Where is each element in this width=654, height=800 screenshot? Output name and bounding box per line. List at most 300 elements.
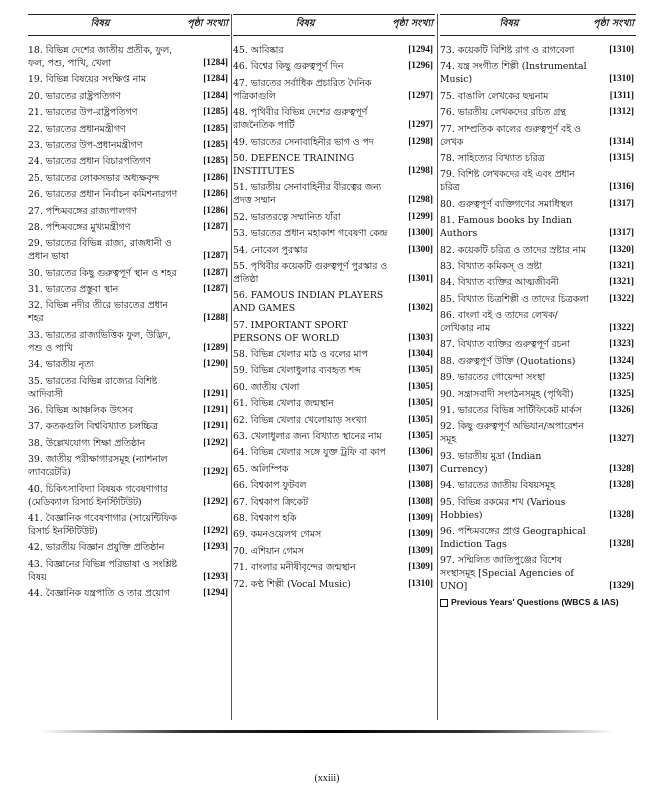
- entry-page: [1308]: [408, 480, 433, 491]
- entry-number: 56.: [233, 290, 248, 302]
- entry-title: জাতীয় খেলা: [250, 381, 300, 393]
- entry-number: 69.: [233, 529, 248, 541]
- entry-title: বিভিন্ন রকমের শখ (Various Hobbies): [440, 496, 566, 521]
- entry-title: ভারতের সেনাবাহিনীর ভাগ ও পদ: [250, 136, 374, 148]
- toc-entry: [440, 276, 636, 289]
- entry-number: 50.: [233, 152, 248, 164]
- entry-title: আবিষ্কার: [250, 45, 284, 56]
- entry-number: 46.: [233, 61, 248, 73]
- entry-title: FAMOUS INDIAN PLAYERS AND GAMES: [233, 290, 384, 315]
- toc-entry: [233, 364, 435, 377]
- entry-number: 58.: [233, 349, 248, 361]
- entry-number: 54.: [233, 244, 248, 256]
- entry-title: বিভিন্ন আঞ্চলিক উৎসব: [45, 405, 133, 417]
- entry-title: বিশ্বকাপ ফুটবল: [250, 480, 307, 492]
- entry-page: [1297]: [408, 120, 433, 131]
- entry-title: ভারতের রাষ্ট্রপতিগণ: [45, 90, 121, 102]
- entry-number: 43.: [28, 558, 43, 570]
- entry-title: বিখ্যাত কমিকস্ ও স্রষ্টা: [457, 260, 542, 272]
- entry-number: 19.: [28, 74, 43, 86]
- toc-entry: [28, 123, 230, 136]
- toc-entry: [233, 227, 435, 240]
- entry-page: [1292]: [203, 437, 228, 448]
- entry-title: ভারতের রাজ্যভিত্তিক ফুল, উদ্ভিদ, পশু ও পাখি: [28, 329, 171, 354]
- toc-entry: [440, 123, 636, 149]
- toc-entry: [233, 528, 435, 541]
- entry-number: 61.: [233, 398, 248, 410]
- entry-title: ভারতের উপ-প্রধানমন্ত্রীগণ: [45, 139, 143, 151]
- entry-page: [1312]: [609, 107, 634, 118]
- toc-entry: [28, 512, 230, 538]
- toc-list: [233, 36, 435, 591]
- entry-title: বৈজ্ঞানিক যন্ত্রপাতি ও তার প্রয়োগ: [45, 588, 170, 600]
- entry-number: 52.: [233, 211, 248, 223]
- entry-page: [1284]: [203, 58, 228, 68]
- page-header: পৃষ্ঠা সংখ্যা: [593, 18, 634, 29]
- entry-number: 87.: [440, 339, 455, 351]
- toc-entry: [28, 221, 230, 234]
- entry-page: [1328]: [609, 509, 634, 520]
- toc-entry: [233, 106, 435, 132]
- entry-page: [1311]: [609, 90, 634, 101]
- toc-entry: [28, 375, 230, 401]
- toc-entry: [440, 420, 636, 446]
- entry-title: বিশিষ্ট লেখকদের বই এবং প্রধান চরিত্র: [440, 169, 575, 194]
- column-divider: [437, 14, 438, 720]
- toc-column-2: [233, 14, 435, 720]
- entry-number: 60.: [233, 381, 248, 393]
- entry-title: ভারতের প্রধান বিচারপতিগণ: [45, 156, 151, 168]
- column-header: [28, 14, 230, 36]
- toc-entry: [28, 558, 230, 584]
- entry-number: 49.: [233, 136, 248, 148]
- page-number: (xxiii): [314, 773, 340, 784]
- entry-number: 47.: [233, 77, 248, 89]
- entry-number: 68.: [233, 512, 248, 524]
- entry-page: [1297]: [408, 90, 433, 101]
- entry-page: [1290]: [203, 359, 228, 370]
- entry-page: [1287]: [203, 284, 228, 295]
- entry-page: [1285]: [203, 123, 228, 134]
- entry-title: কয়েকটি বিশিষ্ট রাগ ও রাগবেলা: [457, 45, 575, 56]
- entry-title: বিজ্ঞানের বিভিন্ন পরিভাষা ও সংশ্লিষ্ট বিষয়: [28, 558, 177, 583]
- entry-page: [1324]: [609, 355, 634, 366]
- entry-page: [1298]: [408, 165, 433, 176]
- entry-title: DEFENCE TRAINING INSTITUTES: [233, 152, 355, 177]
- entry-page: [1292]: [203, 467, 228, 478]
- entry-page: [1304]: [408, 349, 433, 360]
- entry-title: বিভিন্ন খেলার খেলোয়াড় সংখ্যা: [250, 414, 367, 426]
- toc-entry: [233, 446, 435, 459]
- entry-title: খেলাধুলার জন্য বিখ্যাত স্থানের নাম: [250, 431, 382, 443]
- entry-number: 51.: [233, 182, 248, 194]
- entry-page: [1310]: [609, 45, 634, 55]
- entry-number: 86.: [440, 310, 455, 322]
- toc-entry: [233, 60, 435, 73]
- toc-entry: [28, 404, 230, 417]
- entry-title: কতকগুলি বিশ্ববিখ্যাত চলচ্চিত্র: [45, 421, 158, 433]
- entry-number: 80.: [440, 198, 455, 210]
- entry-title: ভারতের বিভিন্ন রাজ্যের বিশিষ্ট আদিবাসী: [28, 375, 158, 400]
- entry-title: বিভিন্ন খেলার সঙ্গে যুক্ত ট্রফি বা কাপ: [250, 447, 386, 459]
- entry-title: ভারতের গোয়েন্দা সংস্থা: [457, 372, 546, 384]
- entry-title: IMPORTANT SPORT PERSONS OF WORLD: [233, 319, 348, 344]
- entry-title: ভারতের লোকসভার অধ্যক্ষবৃন্দ: [45, 172, 160, 184]
- entry-page: [1284]: [203, 90, 228, 101]
- entry-page: [1299]: [408, 211, 433, 222]
- toc-entry: [28, 205, 230, 218]
- entry-title: বিশ্বকাপ হকি: [250, 512, 297, 524]
- toc-entry: [440, 244, 636, 257]
- entry-page: [1323]: [609, 339, 634, 350]
- toc-entry: [233, 430, 435, 443]
- entry-page: [1322]: [609, 293, 634, 304]
- toc-entry: [440, 106, 636, 119]
- previous-years-questions: [440, 597, 636, 607]
- toc-entry: [28, 237, 230, 263]
- entry-number: 41.: [28, 512, 43, 524]
- entry-number: 88.: [440, 355, 455, 367]
- entry-page: [1309]: [408, 545, 433, 556]
- toc-entry: [440, 479, 636, 492]
- toc-entry: [233, 136, 435, 149]
- entry-page: [1305]: [408, 365, 433, 376]
- entry-number: 81.: [440, 215, 455, 227]
- toc-entry: [440, 293, 636, 306]
- toc-entry: [28, 44, 230, 70]
- entry-number: 65.: [233, 463, 248, 475]
- entry-title: জাতীয় পরীক্ষাগারসমূহ (ন্যাশনাল ল্যাবরেটরি): [28, 454, 168, 479]
- entry-title: উল্লেখযোগ্য শিক্ষা প্রতিষ্ঠান: [45, 437, 146, 449]
- entry-page: [1309]: [408, 512, 433, 523]
- entry-number: 79.: [440, 169, 455, 181]
- entry-number: 31.: [28, 284, 43, 296]
- toc-entry: [233, 77, 435, 103]
- entry-page: [1305]: [408, 414, 433, 425]
- toc-entry: [440, 90, 636, 103]
- entry-number: 96.: [440, 525, 455, 537]
- entry-page: [1293]: [203, 542, 228, 553]
- entry-page: [1329]: [609, 581, 634, 592]
- entry-title: কমনওয়েলথ গেমস: [250, 529, 322, 541]
- entry-title: ভারতীয় মুদ্রা (Indian Currency): [440, 450, 542, 475]
- toc-entry: [28, 329, 230, 355]
- entry-number: 70.: [233, 545, 248, 557]
- entry-page: [1310]: [609, 74, 634, 85]
- toc-entry: [440, 309, 636, 335]
- entry-title: বিভিন্ন বিষয়ের সংক্ষিপ্ত নাম: [45, 74, 147, 86]
- entry-number: 22.: [28, 123, 43, 135]
- entry-number: 75.: [440, 90, 455, 102]
- entry-page: [1317]: [609, 198, 634, 209]
- entry-page: [1286]: [203, 205, 228, 216]
- toc-entry: [440, 404, 636, 417]
- entry-title: ভারতীয় লেখকদের রচিত গ্রন্থ: [457, 107, 566, 119]
- entry-page: [1302]: [408, 303, 433, 314]
- entry-title: ভারতীয় সেনাবাহিনীর বীরত্বের জন্য প্রদত্ত সম্মান: [233, 182, 382, 207]
- toc-entry: [440, 355, 636, 368]
- entry-title: ভারতের প্রধান মহাকাশ গবেষণা কেন্দ্র: [250, 228, 388, 240]
- pyq-label: Previous Years' Questions (WBCS & IAS): [451, 597, 619, 608]
- entry-page: [1326]: [609, 405, 634, 416]
- entry-number: 28.: [28, 221, 43, 233]
- entry-number: 78.: [440, 152, 455, 164]
- entry-number: 85.: [440, 293, 455, 305]
- entry-title: বিখ্যাত ব্যক্তির গুরুত্বপূর্ণ রচনা: [457, 339, 570, 351]
- toc-entry: [28, 437, 230, 450]
- entry-page: [1328]: [609, 480, 634, 491]
- entry-title: ভারতের বিভিন্ন রাজ্য, রাজধানী ও প্রধান ভাষা: [28, 238, 172, 263]
- entry-number: 92.: [440, 421, 455, 433]
- toc-entry: [233, 348, 435, 361]
- entry-number: 82.: [440, 244, 455, 256]
- entry-page: [1285]: [203, 139, 228, 150]
- entry-title: গুরুত্বপূর্ণ উক্তি (Quotations): [457, 355, 576, 367]
- toc-entry: [28, 483, 230, 509]
- toc-list: [28, 36, 230, 600]
- entry-page: [1287]: [203, 221, 228, 232]
- entry-page: [1285]: [203, 107, 228, 118]
- entry-title: পৃথিবীর বিভিন্ন দেশের গুরুত্বপূর্ণ রাজনৈতিক পার্টি: [233, 107, 368, 132]
- entry-page: [1294]: [408, 45, 433, 55]
- toc-entry: [28, 267, 230, 280]
- toc-entry: [233, 260, 435, 286]
- entry-title: ভারতরত্নে সম্মানিত যাঁরা: [250, 211, 341, 223]
- entry-title: ভারতের জাতীয় বিষয়সমূহ: [457, 480, 555, 492]
- toc-entry: [440, 44, 636, 57]
- entry-page: [1307]: [408, 463, 433, 474]
- entry-page: [1315]: [609, 152, 634, 163]
- entry-number: 37.: [28, 421, 43, 433]
- entry-number: 44.: [28, 588, 43, 600]
- toc-entry: [440, 60, 636, 86]
- toc-entry: [28, 299, 230, 325]
- toc-entry: [28, 358, 230, 371]
- entry-number: 27.: [28, 205, 43, 217]
- entry-number: 45.: [233, 45, 248, 56]
- entry-page: [1292]: [203, 525, 228, 536]
- toc-entry: [28, 453, 230, 479]
- toc-entry: [233, 289, 435, 315]
- entry-title: বিভিন্ন নদীর তীরে ভারতের প্রধান শহর: [28, 300, 168, 325]
- toc-entry: [233, 44, 435, 57]
- entry-number: 23.: [28, 139, 43, 151]
- toc-entry: [440, 152, 636, 165]
- entry-number: 48.: [233, 107, 248, 119]
- toc-entry: [28, 106, 230, 119]
- toc-entry: [233, 578, 435, 591]
- entry-title: বিশ্বের কিছু গুরুত্বপূর্ণ দিন: [250, 61, 344, 73]
- entry-number: 29.: [28, 238, 43, 250]
- entry-number: 64.: [233, 447, 248, 459]
- toc-entry: [233, 211, 435, 224]
- toc-entry: [28, 155, 230, 168]
- entry-page: [1287]: [203, 251, 228, 262]
- toc-entry: [28, 188, 230, 201]
- entry-number: 73.: [440, 45, 455, 56]
- entry-title: বিশ্বকাপ ক্রিকেট: [250, 496, 309, 508]
- entry-title: ভারতের উপ-রাষ্ট্রপতিগণ: [45, 107, 138, 119]
- entry-page: [1298]: [408, 136, 433, 147]
- entry-number: 55.: [233, 260, 248, 272]
- entry-number: 39.: [28, 454, 43, 466]
- entry-title: পশ্চিমবঙ্গের প্রাপ্ত Geographical Indiction Tags: [440, 525, 586, 550]
- entry-page: [1294]: [203, 588, 228, 599]
- entry-title: সাম্প্রতিক কালের গুরুত্বপূর্ণ বই ও লেখক: [440, 123, 581, 148]
- entry-title: ভারতের বিভিন্ন সার্টিফিকেট মার্কস: [457, 405, 582, 417]
- toc-entry: [233, 152, 435, 178]
- column-header: [233, 14, 435, 36]
- entry-page: [1328]: [609, 538, 634, 549]
- entry-page: [1286]: [203, 189, 228, 200]
- entry-title: বিভিন্ন দেশের জাতীয় প্রতীক, ফুল, ফল, পশু, পাখি, খেলা: [28, 45, 173, 69]
- entry-number: 18.: [28, 45, 43, 56]
- toc-entry: [233, 512, 435, 525]
- entry-page: [1327]: [609, 434, 634, 445]
- entry-title: কয়েকটি চরিত্র ও তাদের স্রষ্টার নাম: [457, 244, 587, 256]
- toc-entry: [440, 496, 636, 522]
- entry-number: 71.: [233, 562, 248, 574]
- entry-number: 76.: [440, 107, 455, 119]
- entry-title: সম্মিলিত জাতিপুঞ্জের বিশেষ সংস্থাসমূহ [Special Agencies of UNO]: [440, 555, 574, 593]
- entry-number: 20.: [28, 90, 43, 102]
- toc-column-3: [440, 14, 636, 720]
- entry-number: 25.: [28, 172, 43, 184]
- entry-page: [1328]: [609, 463, 634, 474]
- entry-title: চিকিৎসাবিদ্যা বিষয়ক গবেষণাগার (মেডিক্যাল রিসার্চ ইনস্টিটিউট): [28, 483, 168, 508]
- entry-number: 74.: [440, 61, 455, 73]
- toc-entry: [233, 496, 435, 509]
- entry-page: [1300]: [408, 228, 433, 239]
- entry-page: [1310]: [408, 578, 433, 589]
- toc-entry: [28, 541, 230, 554]
- entry-number: 90.: [440, 388, 455, 400]
- entry-title: ভারতের প্রস্তুবা স্থান: [45, 284, 119, 296]
- entry-page: [1325]: [609, 388, 634, 399]
- entry-page: [1292]: [203, 496, 228, 507]
- entry-number: 59.: [233, 365, 248, 377]
- entry-page: [1305]: [408, 381, 433, 392]
- toc-entry: [440, 338, 636, 351]
- entry-number: 57.: [233, 319, 248, 331]
- entry-number: 77.: [440, 123, 455, 135]
- entry-page: [1288]: [203, 313, 228, 324]
- entry-number: 42.: [28, 542, 43, 554]
- toc-entry: [233, 244, 435, 257]
- entry-page: [1316]: [609, 182, 634, 193]
- toc-entry: [440, 260, 636, 273]
- toc-entry: [440, 198, 636, 211]
- entry-title: বিখ্যাত চিত্রশিল্পী ও তাদের চিত্রকলা: [457, 293, 589, 305]
- toc-entry: [233, 561, 435, 574]
- entry-number: 35.: [28, 375, 43, 387]
- entry-page: [1305]: [408, 398, 433, 409]
- entry-title: বাংলার মনীষীবৃন্দের জন্মস্থান: [250, 562, 356, 574]
- entry-number: 26.: [28, 189, 43, 201]
- toc-entry: [233, 181, 435, 207]
- entry-number: 83.: [440, 260, 455, 272]
- entry-number: 53.: [233, 228, 248, 240]
- entry-page: [1284]: [203, 74, 228, 85]
- entry-page: [1298]: [408, 195, 433, 206]
- entry-number: 40.: [28, 483, 43, 495]
- entry-number: 95.: [440, 496, 455, 508]
- entry-title: অলিম্পিক: [250, 463, 289, 475]
- subject-header: বিষয়: [499, 18, 519, 29]
- entry-title: বাঙালি লেখকের ছদ্মনাম: [457, 90, 549, 102]
- entry-title: বিভিন্ন খেলাধুলার ব্যবহৃত শব্দ: [250, 365, 361, 377]
- entry-title: নোবেল পুরস্কার: [250, 244, 308, 256]
- entry-page: [1306]: [408, 447, 433, 458]
- toc-entry: [233, 463, 435, 476]
- entry-title: যন্ত্র সংগীত শিল্পী (Instrumental Music): [440, 61, 587, 86]
- entry-title: ভারতীয় বিজ্ঞান প্রযুক্তি প্রতিষ্ঠান: [45, 542, 165, 554]
- entry-number: 34.: [28, 359, 43, 371]
- entry-title: কণ্ঠ শিল্পী (Vocal Music): [250, 578, 351, 590]
- entry-page: [1285]: [203, 156, 228, 167]
- entry-page: [1291]: [203, 421, 228, 432]
- entry-number: 24.: [28, 156, 43, 168]
- subject-header: বিষয়: [90, 18, 110, 29]
- entry-title: ভারতীয় নৃত্য: [45, 359, 94, 371]
- entry-page: [1308]: [408, 496, 433, 507]
- entry-number: 67.: [233, 496, 248, 508]
- toc-column-1: [28, 14, 230, 720]
- column-header: [440, 14, 636, 36]
- entry-number: 33.: [28, 329, 43, 341]
- subject-header: বিষয়: [295, 18, 315, 29]
- toc-entry: [440, 214, 636, 240]
- entry-page: [1321]: [609, 277, 634, 288]
- entry-title: সন্ত্রাসবাদী সংগঠনসমূহ (পৃথিবী): [457, 388, 574, 400]
- toc-list: [440, 36, 636, 593]
- toc-entry: [233, 381, 435, 394]
- entry-number: 89.: [440, 372, 455, 384]
- entry-page: [1321]: [609, 260, 634, 271]
- page-header: পৃষ্ঠা সংখ্যা: [392, 18, 433, 29]
- entry-page: [1287]: [203, 267, 228, 278]
- page-header: পৃষ্ঠা সংখ্যা: [187, 18, 228, 29]
- entry-page: [1291]: [203, 388, 228, 399]
- entry-title: বিখ্যাত ব্যক্তির আত্মজীবনী: [457, 277, 559, 289]
- entry-number: 93.: [440, 450, 455, 462]
- entry-page: [1317]: [609, 228, 634, 239]
- entry-page: [1301]: [408, 273, 433, 284]
- entry-page: [1314]: [609, 136, 634, 147]
- toc-entry: [233, 397, 435, 410]
- entry-title: সাহিত্যের বিখ্যাত চরিত্র: [457, 152, 545, 164]
- entry-title: পশ্চিমবঙ্গের রাজ্যপালগণ: [45, 205, 137, 217]
- entry-number: 91.: [440, 405, 455, 417]
- entry-page: [1289]: [203, 342, 228, 353]
- toc-entry: [440, 168, 636, 194]
- toc-entry: [28, 420, 230, 433]
- entry-title: পৃথিবীর কয়েকটি গুরুত্বপূর্ণ পুরস্কার ও প্রতিষ্ঠা: [233, 260, 388, 285]
- toc-entry: [28, 587, 230, 600]
- entry-page: [1309]: [408, 529, 433, 540]
- toc-entry: [28, 283, 230, 296]
- entry-number: 38.: [28, 437, 43, 449]
- toc-entry: [28, 73, 230, 86]
- entry-page: [1303]: [408, 332, 433, 343]
- toc-entry: [233, 545, 435, 558]
- entry-title: বাংলা বই ও তাদের লেখক/লেখিকার নাম: [440, 310, 558, 335]
- entry-number: 84.: [440, 277, 455, 289]
- entry-title: বৈজ্ঞানিক গবেষণাগার (সায়েন্টিফিক রিসার্চ ইনস্টিটিউট): [28, 512, 177, 537]
- toc-entry: [28, 172, 230, 185]
- footer-rule: [40, 730, 614, 733]
- toc-entry: [28, 139, 230, 152]
